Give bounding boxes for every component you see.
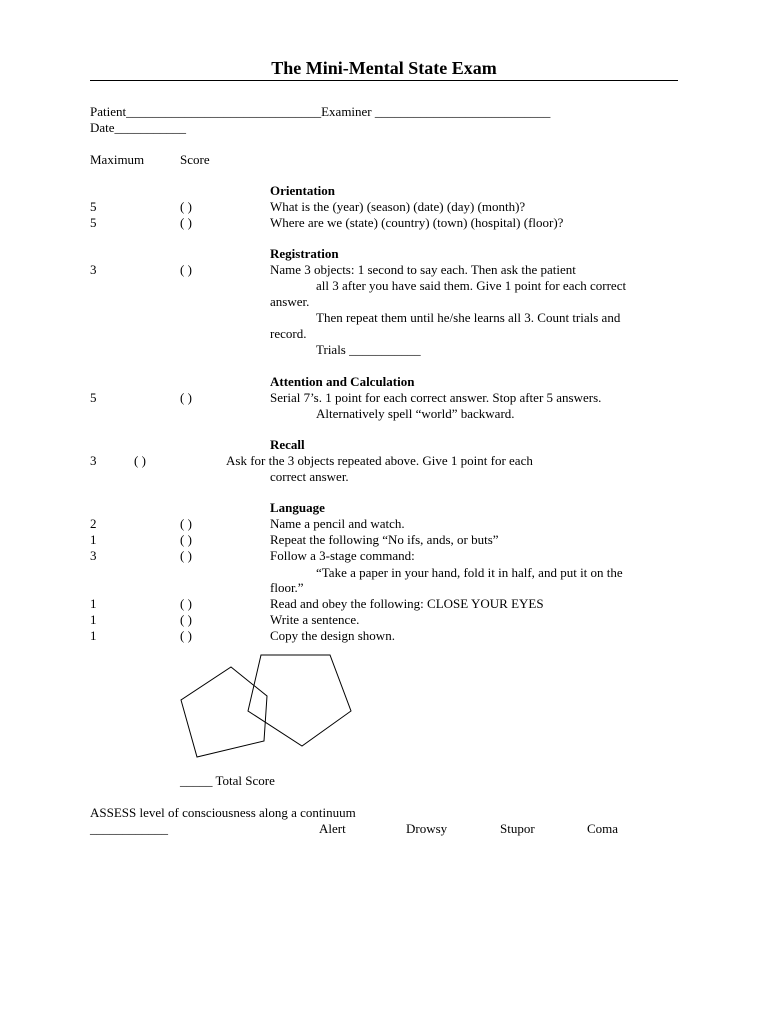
title-rule (90, 80, 678, 81)
registration-line-3: answer. (270, 294, 310, 309)
language-item-5: Write a sentence. (270, 612, 360, 627)
orientation-max-2: 5 (90, 215, 97, 230)
section-heading-orientation: Orientation (270, 183, 335, 198)
registration-line-1: Name 3 objects: 1 second to say each. Then ask the patient (270, 262, 576, 277)
language-score-2: ( ) (180, 532, 192, 547)
section-heading-language: Language (270, 500, 325, 515)
registration-line-2: all 3 after you have said them. Give 1 point for each correct (316, 278, 627, 293)
total-score-line: _____ Total Score (180, 773, 275, 788)
language-score-4: ( ) (180, 596, 192, 611)
registration-line-5: record. (270, 326, 307, 341)
language-max-1: 2 (90, 516, 97, 531)
language-max-6: 1 (90, 628, 97, 643)
language-item-3: Follow a 3-stage command: (270, 548, 415, 563)
language-item-1: Name a pencil and watch. (270, 516, 405, 531)
attention-max: 5 (90, 390, 97, 405)
language-command-line-1: “Take a paper in your hand, fold it in half, and put it on the (316, 565, 623, 580)
level-drowsy: Drowsy (406, 821, 448, 836)
language-command-line-2: floor.” (270, 580, 304, 595)
intersecting-pentagons-figure (170, 650, 360, 765)
pentagon-left (181, 667, 267, 757)
orientation-max-1: 5 (90, 199, 97, 214)
language-score-5: ( ) (180, 612, 192, 627)
orientation-score-1: ( ) (180, 199, 192, 214)
language-max-3: 3 (90, 548, 97, 563)
level-coma: Coma (587, 821, 619, 836)
assess-blank: ____________ (90, 821, 168, 836)
recall-line-2: correct answer. (270, 469, 349, 484)
language-score-6: ( ) (180, 628, 192, 643)
patient-examiner-line: Patient______________________________Examiner ___________________________ (90, 104, 551, 119)
language-score-1: ( ) (180, 516, 192, 531)
column-header-score: Score (180, 152, 210, 167)
recall-score: ( ) (134, 453, 146, 468)
orientation-item-1: What is the (year) (season) (date) (day) (month)? (270, 199, 526, 214)
language-item-6: Copy the design shown. (270, 628, 395, 643)
recall-max: 3 (90, 453, 97, 468)
registration-max: 3 (90, 262, 97, 277)
attention-score: ( ) (180, 390, 192, 405)
registration-trials: Trials ___________ (316, 342, 421, 357)
language-max-5: 1 (90, 612, 97, 627)
level-alert: Alert (319, 821, 346, 836)
recall-line-1: Ask for the 3 objects repeated above. Give 1 point for each (226, 453, 533, 468)
section-heading-attention: Attention and Calculation (270, 374, 415, 389)
section-heading-registration: Registration (270, 246, 339, 261)
language-score-3: ( ) (180, 548, 192, 563)
registration-line-4: Then repeat them until he/she learns all 3. Count trials and (316, 310, 621, 325)
registration-score: ( ) (180, 262, 192, 277)
pentagon-right (248, 655, 351, 746)
page-title: The Mini-Mental State Exam (271, 58, 497, 78)
language-item-4: Read and obey the following: CLOSE YOUR EYES (270, 596, 544, 611)
orientation-score-2: ( ) (180, 215, 192, 230)
section-heading-recall: Recall (270, 437, 305, 452)
language-max-2: 1 (90, 532, 97, 547)
assess-consciousness-text: ASSESS level of consciousness along a continuum (90, 805, 356, 820)
language-item-2: Repeat the following “No ifs, ands, or buts” (270, 532, 499, 547)
language-max-4: 1 (90, 596, 97, 611)
date-line: Date___________ (90, 120, 187, 135)
column-header-maximum: Maximum (90, 152, 145, 167)
attention-line-1: Serial 7’s. 1 point for each correct answer. Stop after 5 answers. (270, 390, 602, 405)
attention-line-2: Alternatively spell “world” backward. (316, 406, 515, 421)
level-stupor: Stupor (500, 821, 535, 836)
orientation-item-2: Where are we (state) (country) (town) (hospital) (floor)? (270, 215, 564, 230)
